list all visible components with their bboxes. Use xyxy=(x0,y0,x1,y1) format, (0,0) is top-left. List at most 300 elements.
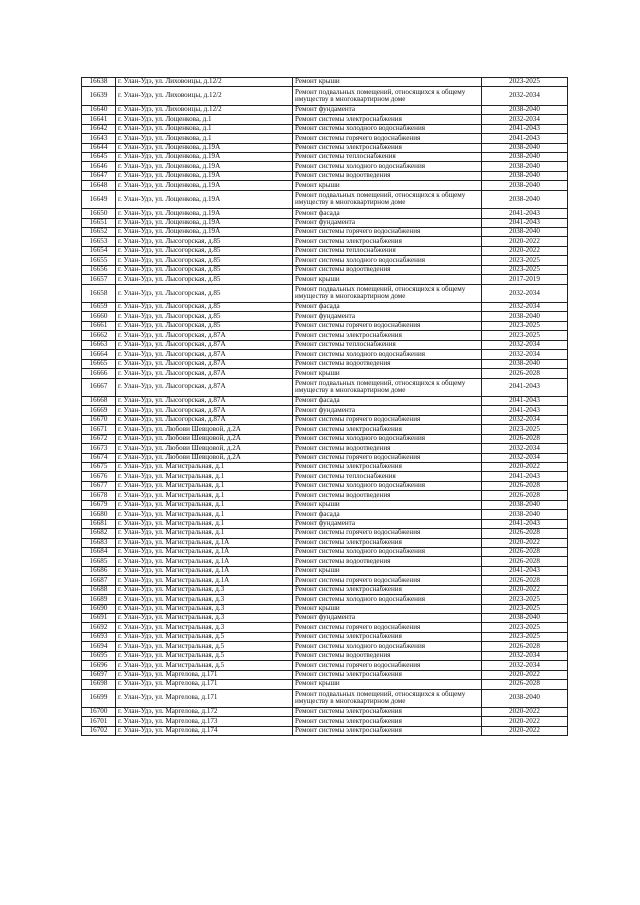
table-row xyxy=(82,444,568,453)
row-number-cell: 16691 xyxy=(82,614,116,623)
table-row xyxy=(82,519,568,528)
work-type-cell: Ремонт системы водоотведения xyxy=(293,359,482,368)
address-cell: г. Улан-Удэ, ул. Лощенкова, д.19А xyxy=(116,218,293,227)
table-row xyxy=(82,726,568,735)
table-row xyxy=(82,181,568,190)
work-type-cell: Ремонт системы водоотведения xyxy=(293,491,482,500)
table-row xyxy=(82,228,568,237)
work-type-cell: Ремонт крыши xyxy=(293,181,482,190)
work-type-cell: Ремонт системы холодного водоснабжения xyxy=(293,595,482,604)
address-cell: г. Улан-Удэ, ул. Магистральная, д.1 xyxy=(116,491,293,500)
work-type-cell: Ремонт системы электроснабжения xyxy=(293,331,482,340)
address-cell: г. Улан-Удэ, ул. Магистральная, д.1 xyxy=(116,519,293,528)
period-cell: 2032-2034 xyxy=(482,87,568,105)
address-cell: г. Улан-Удэ, ул. Магистральная, д.3 xyxy=(116,604,293,613)
address-cell: г. Улан-Удэ, ул. Лощенкова, д.19А xyxy=(116,143,293,152)
address-cell: г. Улан-Удэ, ул. Магистральная, д.1 xyxy=(116,510,293,519)
work-type-cell: Ремонт крыши xyxy=(293,566,482,575)
period-cell: 2023-2025 xyxy=(482,78,568,87)
work-type-cell: Ремонт системы водоотведения xyxy=(293,265,482,274)
table-row xyxy=(82,331,568,340)
row-number-cell: 16646 xyxy=(82,162,116,171)
row-number-cell: 16644 xyxy=(82,143,116,152)
table-row xyxy=(82,115,568,124)
work-type-cell: Ремонт крыши xyxy=(293,680,482,689)
work-type-cell: Ремонт фундамента xyxy=(293,519,482,528)
row-number-cell: 16693 xyxy=(82,632,116,641)
address-cell: г. Улан-Удэ, ул. Магистральная, д.1 xyxy=(116,529,293,538)
row-number-cell: 16685 xyxy=(82,557,116,566)
work-type-cell: Ремонт системы электроснабжения xyxy=(293,707,482,716)
table-row xyxy=(82,359,568,368)
work-type-cell: Ремонт системы горячего водоснабжения xyxy=(293,661,482,670)
period-cell: 2020-2022 xyxy=(482,585,568,594)
period-cell: 2023-2025 xyxy=(482,623,568,632)
row-number-cell: 16699 xyxy=(82,689,116,707)
period-cell: 2038-2040 xyxy=(482,359,568,368)
period-cell: 2038-2040 xyxy=(482,162,568,171)
table-row xyxy=(82,642,568,651)
address-cell: г. Улан-Удэ, ул. Лощенкова, д.1 xyxy=(116,134,293,143)
work-type-cell: Ремонт системы электроснабжения xyxy=(293,585,482,594)
period-cell: 2038-2040 xyxy=(482,190,568,208)
period-cell: 2020-2022 xyxy=(482,237,568,246)
period-cell: 2041-2043 xyxy=(482,134,568,143)
period-cell: 2023-2025 xyxy=(482,604,568,613)
address-cell: г. Улан-Удэ, ул. Лощенкова, д.1 xyxy=(116,124,293,133)
period-cell: 2041-2043 xyxy=(482,406,568,415)
address-cell: г. Улан-Удэ, ул. Лысогорская, д.87А xyxy=(116,396,293,405)
address-cell: г. Улан-Удэ, ул. Маргелова, д.174 xyxy=(116,726,293,735)
table-row xyxy=(82,651,568,660)
table-row xyxy=(82,162,568,171)
work-type-cell: Ремонт фундамента xyxy=(293,614,482,623)
row-number-cell: 16664 xyxy=(82,350,116,359)
table-row xyxy=(82,246,568,255)
table-row xyxy=(82,396,568,405)
table-row xyxy=(82,510,568,519)
period-cell: 2032-2034 xyxy=(482,350,568,359)
table-row xyxy=(82,87,568,105)
row-number-cell: 16679 xyxy=(82,500,116,509)
work-type-cell: Ремонт системы водоотведения xyxy=(293,557,482,566)
work-type-cell: Ремонт фундамента xyxy=(293,406,482,415)
row-number-cell: 16661 xyxy=(82,321,116,330)
address-cell: г. Улан-Удэ, ул. Магистральная, д.3 xyxy=(116,595,293,604)
address-cell: г. Улан-Удэ, ул. Лысогорская, д.87А xyxy=(116,378,293,396)
row-number-cell: 16658 xyxy=(82,284,116,302)
period-cell: 2041-2043 xyxy=(482,209,568,218)
row-number-cell: 16686 xyxy=(82,566,116,575)
address-cell: г. Улан-Удэ, ул. Магистральная, д.1 xyxy=(116,472,293,481)
row-number-cell: 16692 xyxy=(82,623,116,632)
work-type-cell: Ремонт фундамента xyxy=(293,218,482,227)
period-cell: 2020-2022 xyxy=(482,670,568,679)
address-cell: г. Улан-Удэ, ул. Лысогорская, д.87А xyxy=(116,350,293,359)
work-type-cell: Ремонт фасада xyxy=(293,510,482,519)
table-row xyxy=(82,105,568,114)
address-cell: г. Улан-Удэ, ул. Лощенкова, д.19А xyxy=(116,228,293,237)
address-cell: г. Улан-Удэ, ул. Магистральная, д.3 xyxy=(116,585,293,594)
address-cell: г. Улан-Удэ, ул. Лысогорская, д.85 xyxy=(116,265,293,274)
period-cell: 2038-2040 xyxy=(482,312,568,321)
row-number-cell: 16669 xyxy=(82,406,116,415)
table-row xyxy=(82,623,568,632)
work-type-cell: Ремонт системы электроснабжения xyxy=(293,538,482,547)
address-cell: г. Улан-Удэ, ул. Любови Шевцовой, д.2А xyxy=(116,425,293,434)
period-cell: 2041-2043 xyxy=(482,472,568,481)
repair-schedule-table xyxy=(81,77,568,736)
address-cell: г. Улан-Удэ, ул. Магистральная, д.1 xyxy=(116,481,293,490)
work-type-cell: Ремонт системы холодного водоснабжения xyxy=(293,124,482,133)
row-number-cell: 16663 xyxy=(82,340,116,349)
period-cell: 2026-2028 xyxy=(482,434,568,443)
period-cell: 2041-2043 xyxy=(482,124,568,133)
row-number-cell: 16677 xyxy=(82,481,116,490)
period-cell: 2032-2034 xyxy=(482,661,568,670)
table-row xyxy=(82,124,568,133)
row-number-cell: 16660 xyxy=(82,312,116,321)
work-type-cell: Ремонт системы теплоснабжения xyxy=(293,153,482,162)
work-type-cell: Ремонт подвальных помещений, относящихся к общему имуществу в многоквартирном доме xyxy=(293,87,482,105)
table-row xyxy=(82,717,568,726)
period-cell: 2026-2028 xyxy=(482,529,568,538)
period-cell: 2020-2022 xyxy=(482,726,568,735)
row-number-cell: 16643 xyxy=(82,134,116,143)
row-number-cell: 16688 xyxy=(82,585,116,594)
address-cell: г. Улан-Удэ, ул. Лиховоицы, д.12/2 xyxy=(116,87,293,105)
table-row xyxy=(82,604,568,613)
table-row xyxy=(82,78,568,87)
row-number-cell: 16690 xyxy=(82,604,116,613)
address-cell: г. Улан-Удэ, ул. Лысогорская, д.85 xyxy=(116,321,293,330)
address-cell: г. Улан-Удэ, ул. Маргелова, д.171 xyxy=(116,689,293,707)
row-number-cell: 16668 xyxy=(82,396,116,405)
period-cell: 2023-2025 xyxy=(482,256,568,265)
row-number-cell: 16671 xyxy=(82,425,116,434)
row-number-cell: 16655 xyxy=(82,256,116,265)
address-cell: г. Улан-Удэ, ул. Лысогорская, д.85 xyxy=(116,303,293,312)
table-row xyxy=(82,134,568,143)
row-number-cell: 16672 xyxy=(82,434,116,443)
period-cell: 2020-2022 xyxy=(482,463,568,472)
period-cell: 2032-2034 xyxy=(482,444,568,453)
row-number-cell: 16657 xyxy=(82,275,116,284)
row-number-cell: 16670 xyxy=(82,415,116,424)
row-number-cell: 16651 xyxy=(82,218,116,227)
work-type-cell: Ремонт системы электроснабжения xyxy=(293,237,482,246)
table-row xyxy=(82,595,568,604)
row-number-cell: 16698 xyxy=(82,680,116,689)
work-type-cell: Ремонт системы горячего водоснабжения xyxy=(293,321,482,330)
row-number-cell: 16697 xyxy=(82,670,116,679)
address-cell: г. Улан-Удэ, ул. Магистральная, д.5 xyxy=(116,632,293,641)
address-cell: г. Улан-Удэ, ул. Магистральная, д.5 xyxy=(116,642,293,651)
row-number-cell: 16654 xyxy=(82,246,116,255)
period-cell: 2038-2040 xyxy=(482,689,568,707)
table-row xyxy=(82,689,568,707)
work-type-cell: Ремонт системы горячего водоснабжения xyxy=(293,415,482,424)
period-cell: 2026-2028 xyxy=(482,369,568,378)
table-body xyxy=(82,78,568,736)
table-row xyxy=(82,209,568,218)
row-number-cell: 16681 xyxy=(82,519,116,528)
period-cell: 2041-2043 xyxy=(482,218,568,227)
period-cell: 2038-2040 xyxy=(482,614,568,623)
work-type-cell: Ремонт системы электроснабжения xyxy=(293,115,482,124)
table-row xyxy=(82,275,568,284)
address-cell: г. Улан-Удэ, ул. Магистральная, д.1А xyxy=(116,547,293,556)
period-cell: 2032-2034 xyxy=(482,651,568,660)
period-cell: 2026-2028 xyxy=(482,481,568,490)
work-type-cell: Ремонт системы холодного водоснабжения xyxy=(293,434,482,443)
table-row xyxy=(82,463,568,472)
row-number-cell: 16649 xyxy=(82,190,116,208)
table-row xyxy=(82,265,568,274)
work-type-cell: Ремонт крыши xyxy=(293,369,482,378)
address-cell: г. Улан-Удэ, ул. Магистральная, д.5 xyxy=(116,661,293,670)
work-type-cell: Ремонт системы электроснабжения xyxy=(293,425,482,434)
work-type-cell: Ремонт фундамента xyxy=(293,105,482,114)
row-number-cell: 16652 xyxy=(82,228,116,237)
address-cell: г. Улан-Удэ, ул. Любови Шевцовой, д.2А xyxy=(116,453,293,462)
table-row xyxy=(82,415,568,424)
table-row xyxy=(82,557,568,566)
row-number-cell: 16682 xyxy=(82,529,116,538)
table-row xyxy=(82,707,568,716)
row-number-cell: 16678 xyxy=(82,491,116,500)
period-cell: 2026-2028 xyxy=(482,680,568,689)
table-row xyxy=(82,566,568,575)
row-number-cell: 16647 xyxy=(82,171,116,180)
period-cell: 2038-2040 xyxy=(482,171,568,180)
address-cell: г. Улан-Удэ, ул. Магистральная, д.3 xyxy=(116,623,293,632)
work-type-cell: Ремонт фасада xyxy=(293,303,482,312)
table-row xyxy=(82,434,568,443)
row-number-cell: 16676 xyxy=(82,472,116,481)
document-page xyxy=(81,77,567,736)
address-cell: г. Улан-Удэ, ул. Лощенкова, д.19А xyxy=(116,181,293,190)
row-number-cell: 16696 xyxy=(82,661,116,670)
row-number-cell: 16683 xyxy=(82,538,116,547)
address-cell: г. Улан-Удэ, ул. Лощенкова, д.1 xyxy=(116,115,293,124)
table-row xyxy=(82,143,568,152)
row-number-cell: 16695 xyxy=(82,651,116,660)
period-cell: 2026-2028 xyxy=(482,557,568,566)
table-row xyxy=(82,453,568,462)
work-type-cell: Ремонт системы электроснабжения xyxy=(293,463,482,472)
address-cell: г. Улан-Удэ, ул. Маргелова, д.173 xyxy=(116,717,293,726)
period-cell: 2023-2025 xyxy=(482,632,568,641)
table-row xyxy=(82,661,568,670)
table-row xyxy=(82,614,568,623)
row-number-cell: 16675 xyxy=(82,463,116,472)
address-cell: г. Улан-Удэ, ул. Магистральная, д.1А xyxy=(116,576,293,585)
row-number-cell: 16673 xyxy=(82,444,116,453)
address-cell: г. Улан-Удэ, ул. Лиховоицы, д.12/2 xyxy=(116,78,293,87)
row-number-cell: 16666 xyxy=(82,369,116,378)
address-cell: г. Улан-Удэ, ул. Лысогорская, д.85 xyxy=(116,312,293,321)
work-type-cell: Ремонт системы электроснабжения xyxy=(293,717,482,726)
work-type-cell: Ремонт системы теплоснабжения xyxy=(293,340,482,349)
period-cell: 2041-2043 xyxy=(482,378,568,396)
period-cell: 2041-2043 xyxy=(482,396,568,405)
period-cell: 2032-2034 xyxy=(482,115,568,124)
row-number-cell: 16656 xyxy=(82,265,116,274)
row-number-cell: 16701 xyxy=(82,717,116,726)
address-cell: г. Улан-Удэ, ул. Лысогорская, д.87А xyxy=(116,359,293,368)
table-row xyxy=(82,237,568,246)
address-cell: г. Улан-Удэ, ул. Любови Шевцовой, д.2А xyxy=(116,434,293,443)
address-cell: г. Улан-Удэ, ул. Магистральная, д.3 xyxy=(116,614,293,623)
table-row xyxy=(82,529,568,538)
table-row xyxy=(82,472,568,481)
period-cell: 2020-2022 xyxy=(482,246,568,255)
work-type-cell: Ремонт системы холодного водоснабжения xyxy=(293,481,482,490)
period-cell: 2020-2022 xyxy=(482,717,568,726)
address-cell: г. Улан-Удэ, ул. Магистральная, д.5 xyxy=(116,651,293,660)
period-cell: 2017-2019 xyxy=(482,275,568,284)
table-row xyxy=(82,378,568,396)
work-type-cell: Ремонт системы холодного водоснабжения xyxy=(293,642,482,651)
work-type-cell: Ремонт подвальных помещений, относящихся к общему имуществу в многоквартирном доме xyxy=(293,378,482,396)
work-type-cell: Ремонт крыши xyxy=(293,78,482,87)
address-cell: г. Улан-Удэ, ул. Маргелова, д.172 xyxy=(116,707,293,716)
period-cell: 2038-2040 xyxy=(482,181,568,190)
work-type-cell: Ремонт системы водоотведения xyxy=(293,651,482,660)
table-row xyxy=(82,670,568,679)
work-type-cell: Ремонт фасада xyxy=(293,396,482,405)
period-cell: 2032-2034 xyxy=(482,284,568,302)
row-number-cell: 16680 xyxy=(82,510,116,519)
table-row xyxy=(82,303,568,312)
work-type-cell: Ремонт системы водоотведения xyxy=(293,171,482,180)
work-type-cell: Ремонт системы водоотведения xyxy=(293,444,482,453)
row-number-cell: 16662 xyxy=(82,331,116,340)
period-cell: 2032-2034 xyxy=(482,415,568,424)
address-cell: г. Улан-Удэ, ул. Магистральная, д.1А xyxy=(116,566,293,575)
work-type-cell: Ремонт системы горячего водоснабжения xyxy=(293,228,482,237)
row-number-cell: 16640 xyxy=(82,105,116,114)
work-type-cell: Ремонт крыши xyxy=(293,604,482,613)
work-type-cell: Ремонт подвальных помещений, относящихся к общему имуществу в многоквартирном доме xyxy=(293,190,482,208)
period-cell: 2032-2034 xyxy=(482,303,568,312)
table-row xyxy=(82,369,568,378)
table-row xyxy=(82,491,568,500)
period-cell: 2023-2025 xyxy=(482,321,568,330)
address-cell: г. Улан-Удэ, ул. Лысогорская, д.87А xyxy=(116,369,293,378)
address-cell: г. Улан-Удэ, ул. Лысогорская, д.85 xyxy=(116,284,293,302)
address-cell: г. Улан-Удэ, ул. Лысогорская, д.85 xyxy=(116,246,293,255)
period-cell: 2038-2040 xyxy=(482,143,568,152)
period-cell: 2038-2040 xyxy=(482,105,568,114)
period-cell: 2020-2022 xyxy=(482,707,568,716)
address-cell: г. Улан-Удэ, ул. Лысогорская, д.85 xyxy=(116,237,293,246)
address-cell: г. Улан-Удэ, ул. Магистральная, д.1 xyxy=(116,463,293,472)
period-cell: 2023-2025 xyxy=(482,331,568,340)
work-type-cell: Ремонт системы холодного водоснабжения xyxy=(293,350,482,359)
table-row xyxy=(82,425,568,434)
work-type-cell: Ремонт системы теплоснабжения xyxy=(293,472,482,481)
work-type-cell: Ремонт системы горячего водоснабжения xyxy=(293,576,482,585)
table-row xyxy=(82,171,568,180)
row-number-cell: 16653 xyxy=(82,237,116,246)
work-type-cell: Ремонт фасада xyxy=(293,209,482,218)
row-number-cell: 16645 xyxy=(82,153,116,162)
row-number-cell: 16700 xyxy=(82,707,116,716)
work-type-cell: Ремонт системы холодного водоснабжения xyxy=(293,162,482,171)
table-row xyxy=(82,218,568,227)
period-cell: 2032-2034 xyxy=(482,453,568,462)
row-number-cell: 16667 xyxy=(82,378,116,396)
period-cell: 2032-2034 xyxy=(482,340,568,349)
address-cell: г. Улан-Удэ, ул. Лощенкова, д.19А xyxy=(116,190,293,208)
table-row xyxy=(82,153,568,162)
work-type-cell: Ремонт системы горячего водоснабжения xyxy=(293,623,482,632)
period-cell: 2023-2025 xyxy=(482,425,568,434)
work-type-cell: Ремонт системы электроснабжения xyxy=(293,726,482,735)
work-type-cell: Ремонт системы горячего водоснабжения xyxy=(293,134,482,143)
table-row xyxy=(82,680,568,689)
period-cell: 2038-2040 xyxy=(482,153,568,162)
row-number-cell: 16648 xyxy=(82,181,116,190)
period-cell: 2023-2025 xyxy=(482,265,568,274)
period-cell: 2041-2043 xyxy=(482,566,568,575)
address-cell: г. Улан-Удэ, ул. Маргелова, д.171 xyxy=(116,680,293,689)
period-cell: 2041-2043 xyxy=(482,519,568,528)
work-type-cell: Ремонт системы теплоснабжения xyxy=(293,246,482,255)
period-cell: 2026-2028 xyxy=(482,642,568,651)
address-cell: г. Улан-Удэ, ул. Лиховоицы, д.12/2 xyxy=(116,105,293,114)
row-number-cell: 16694 xyxy=(82,642,116,651)
address-cell: г. Улан-Удэ, ул. Лощенкова, д.19А xyxy=(116,162,293,171)
table-row xyxy=(82,312,568,321)
work-type-cell: Ремонт системы электроснабжения xyxy=(293,632,482,641)
table-row xyxy=(82,500,568,509)
period-cell: 2026-2028 xyxy=(482,491,568,500)
address-cell: г. Улан-Удэ, ул. Магистральная, д.1А xyxy=(116,557,293,566)
work-type-cell: Ремонт подвальных помещений, относящихся к общему имуществу в многоквартирном доме xyxy=(293,284,482,302)
address-cell: г. Улан-Удэ, ул. Лощенкова, д.19А xyxy=(116,153,293,162)
table-row xyxy=(82,576,568,585)
address-cell: г. Улан-Удэ, ул. Лощенкова, д.19А xyxy=(116,209,293,218)
table-row xyxy=(82,547,568,556)
row-number-cell: 16641 xyxy=(82,115,116,124)
work-type-cell: Ремонт системы горячего водоснабжения xyxy=(293,453,482,462)
address-cell: г. Улан-Удэ, ул. Лощенкова, д.19А xyxy=(116,171,293,180)
row-number-cell: 16638 xyxy=(82,78,116,87)
table-row xyxy=(82,538,568,547)
work-type-cell: Ремонт системы горячего водоснабжения xyxy=(293,529,482,538)
period-cell: 2038-2040 xyxy=(482,228,568,237)
table-row xyxy=(82,350,568,359)
row-number-cell: 16674 xyxy=(82,453,116,462)
address-cell: г. Улан-Удэ, ул. Маргелова, д.171 xyxy=(116,670,293,679)
period-cell: 2038-2040 xyxy=(482,510,568,519)
work-type-cell: Ремонт системы электроснабжения xyxy=(293,143,482,152)
period-cell: 2026-2028 xyxy=(482,547,568,556)
work-type-cell: Ремонт системы холодного водоснабжения xyxy=(293,256,482,265)
table-row xyxy=(82,284,568,302)
work-type-cell: Ремонт подвальных помещений, относящихся к общему имуществу в многоквартирном доме xyxy=(293,689,482,707)
table-row xyxy=(82,340,568,349)
table-row xyxy=(82,585,568,594)
address-cell: г. Улан-Удэ, ул. Лысогорская, д.87А xyxy=(116,331,293,340)
row-number-cell: 16702 xyxy=(82,726,116,735)
table-row xyxy=(82,321,568,330)
address-cell: г. Улан-Удэ, ул. Магистральная, д.1 xyxy=(116,500,293,509)
address-cell: г. Улан-Удэ, ул. Лысогорская, д.85 xyxy=(116,275,293,284)
